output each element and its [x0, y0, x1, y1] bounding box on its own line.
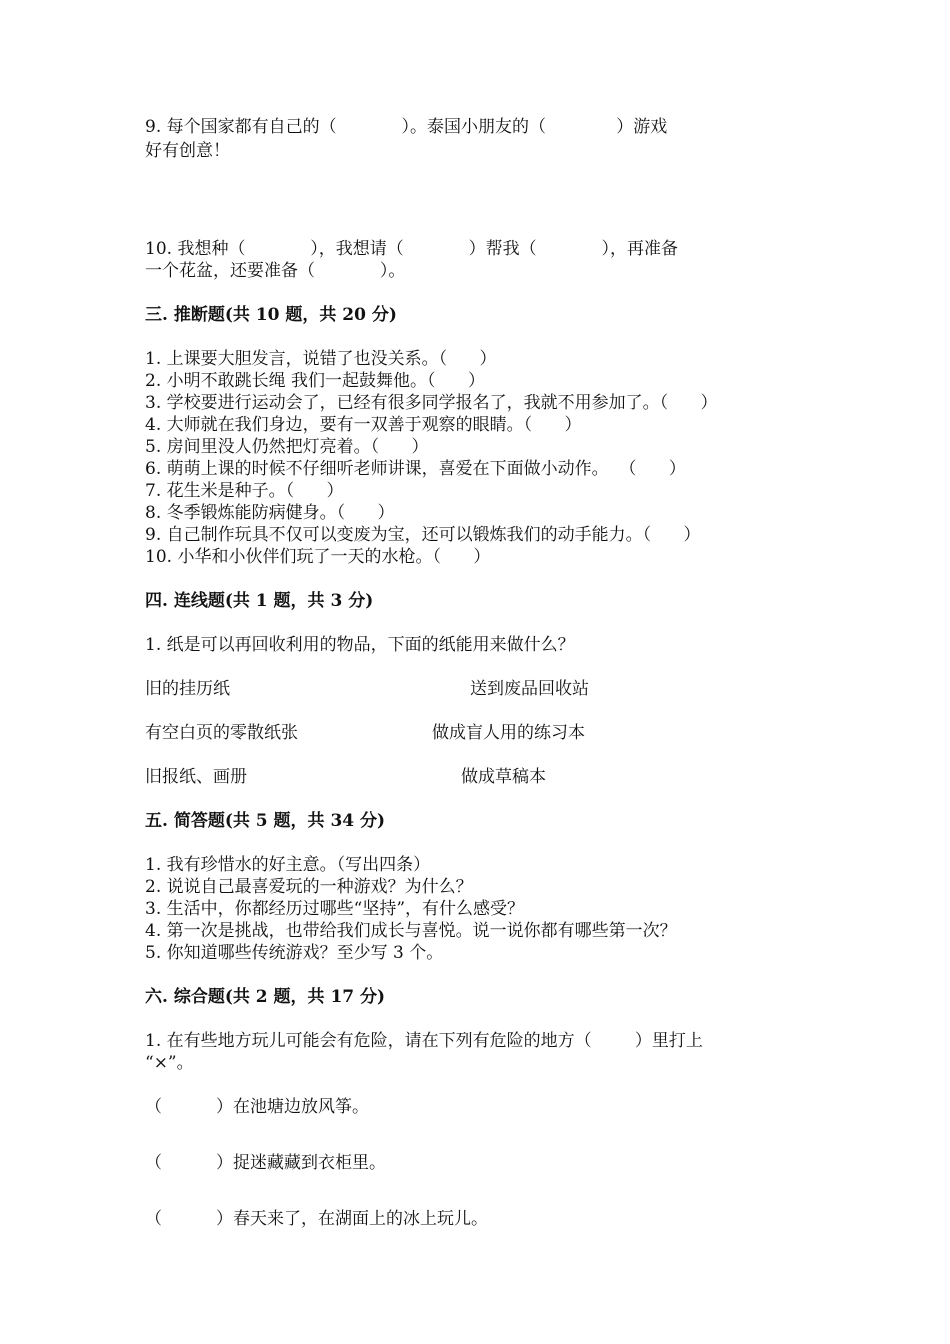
- list-item: 10. 小华和小伙伴们玩了一天的水枪。（ ）: [145, 547, 491, 567]
- list-item: 2. 小明不敢跳长绳 我们一起鼓舞他。（ ）: [145, 371, 485, 391]
- fill-q9-line1: 9. 每个国家都有自己的（ ）。泰国小朋友的（ ）游戏: [145, 117, 668, 137]
- list-item: 1. 我有珍惜水的好主意。（写出四条）: [145, 855, 431, 875]
- list-item: 3. 生活中，你都经历过哪些“坚持”，有什么感受？: [145, 899, 525, 919]
- list-item: 9. 自己制作玩具不仅可以变废为宝，还可以锻炼我们的动手能力。（ ）: [145, 525, 701, 545]
- list-item: 6. 萌萌上课的时候不仔细听老师讲课，喜爱在下面做小动作。 （ ）: [145, 459, 686, 479]
- list-item: 1. 上课要大胆发言，说错了也没关系。（ ）: [145, 349, 497, 369]
- option-row: （ ）春天来了，在湖面上的冰上玩儿。: [145, 1209, 489, 1229]
- list-item: 5. 你知道哪些传统游戏？至少写 3 个。: [145, 943, 444, 963]
- section6-q1-line2: “×”。: [145, 1053, 194, 1073]
- list-item: 7. 花生米是种子。（ ）: [145, 481, 344, 501]
- match-left-item: 有空白页的零散纸张: [145, 723, 298, 743]
- section5-heading: 五. 简答题(共 5 题，共 34 分): [145, 811, 386, 831]
- match-right-item: 送到废品回收站: [470, 679, 589, 699]
- list-item: 2. 说说自己最喜爱玩的一种游戏？为什么？: [145, 877, 473, 897]
- section6-q1-line1: 1. 在有些地方玩儿可能会有危险，请在下列有危险的地方（ ）里打上: [145, 1031, 703, 1051]
- match-left-item: 旧报纸、画册: [145, 767, 247, 787]
- list-item: 4. 第一次是挑战，也带给我们成长与喜悦。说一说你都有哪些第一次？: [145, 921, 677, 941]
- section3-heading: 三. 推断题(共 10 题，共 20 分): [145, 305, 397, 325]
- fill-q10-line1: 10. 我想种（ ），我想请（ ）帮我（ ），再准备: [145, 239, 678, 259]
- fill-q9-line2: 好有创意！: [145, 141, 230, 161]
- fill-q10-line2: 一个花盆，还要准备（ ）。: [145, 261, 406, 281]
- section6-heading: 六. 综合题(共 2 题，共 17 分): [145, 987, 386, 1007]
- match-right-item: 做成草稿本: [461, 767, 546, 787]
- list-item: 4. 大师就在我们身边，要有一双善于观察的眼睛。（ ）: [145, 415, 582, 435]
- match-right-item: 做成盲人用的练习本: [432, 723, 585, 743]
- option-row: （ ）在池塘边放风筝。: [145, 1097, 370, 1117]
- match-left-item: 旧的挂历纸: [145, 679, 230, 699]
- list-item: 3. 学校要进行运动会了，已经有很多同学报名了，我就不用参加了。（ ）: [145, 393, 718, 413]
- list-item: 5. 房间里没人仍然把灯亮着。（ ）: [145, 437, 429, 457]
- list-item: 8. 冬季锻炼能防病健身。（ ）: [145, 503, 395, 523]
- section4-question: 1. 纸是可以再回收利用的物品，下面的纸能用来做什么？: [145, 635, 575, 655]
- section4-heading: 四. 连线题(共 1 题，共 3 分): [145, 591, 374, 611]
- option-row: （ ）捉迷藏藏到衣柜里。: [145, 1153, 387, 1173]
